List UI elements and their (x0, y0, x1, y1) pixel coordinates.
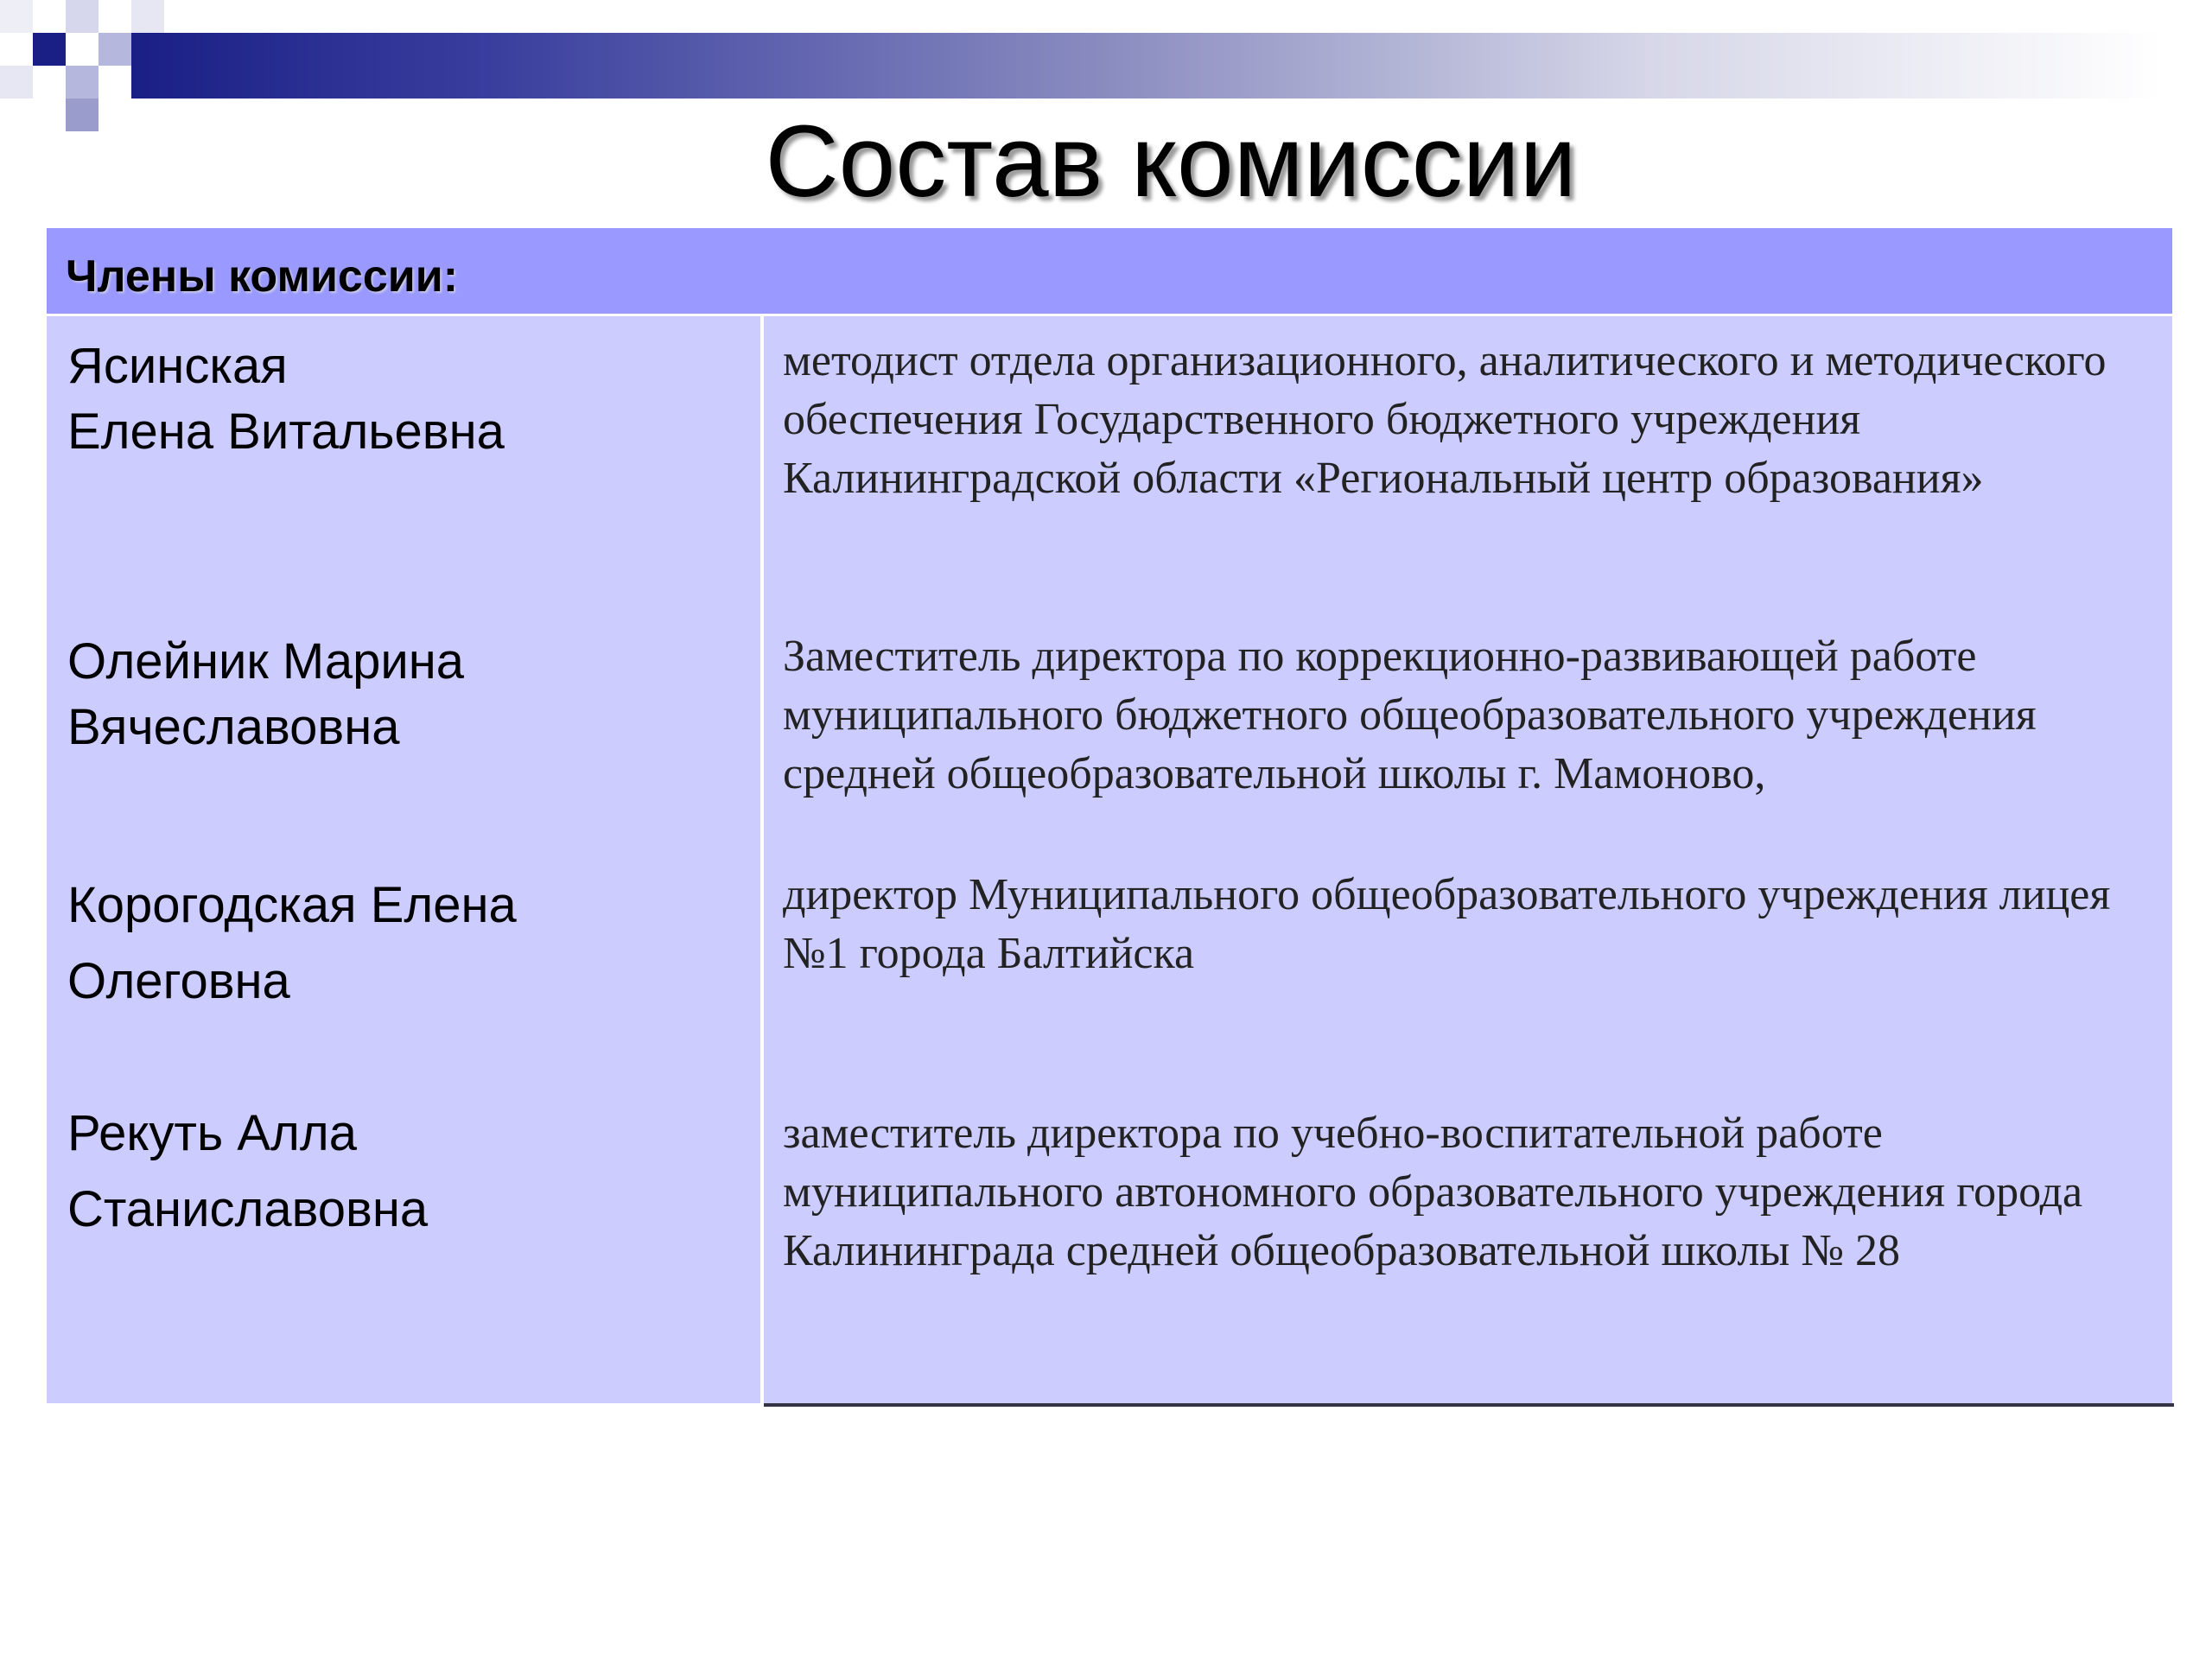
decor-square (99, 33, 131, 66)
member-name: Ясинская Елена Витальевна (67, 338, 505, 460)
decor-square (0, 66, 33, 99)
member-role: директор Муниципального общеобразовательного учреждения лицея №1 города Балтийска (783, 870, 2111, 978)
decor-square (66, 0, 99, 33)
title-decor-bar (131, 33, 2162, 99)
member-name: Олейник Марина Вячеславовна (67, 633, 465, 755)
decor-square (0, 0, 33, 33)
decor-square (131, 0, 164, 33)
member-name: Рекуть Алла Станиславовна (67, 1105, 429, 1237)
member-role: методист отдела организационного, аналитического и методического обеспечения Государственного бюджетного учреждения Калининградской области «Региональный центр образования» (783, 336, 2107, 503)
table-header-label: Члены комиссии: (66, 251, 459, 302)
table-header (47, 228, 2172, 316)
member-role: Заместитель директора по коррекционно-развивающей работе муниципального бюджетного общеобразовательного учреждения средней общеобразовательной школы г. Мамоново, (783, 632, 2037, 798)
decor-square (33, 33, 66, 66)
table-bottom-border (764, 1403, 2174, 1407)
decor-square (66, 66, 99, 99)
slide-title: Состав комиссии (765, 105, 1577, 219)
member-name: Корогодская Елена Олеговна (67, 877, 517, 1009)
member-role: заместитель директора по учебно-воспитательной работе муниципального автономного образовательного учреждения города Калининграда средней общеобразовательной школы № 28 (783, 1109, 2083, 1275)
